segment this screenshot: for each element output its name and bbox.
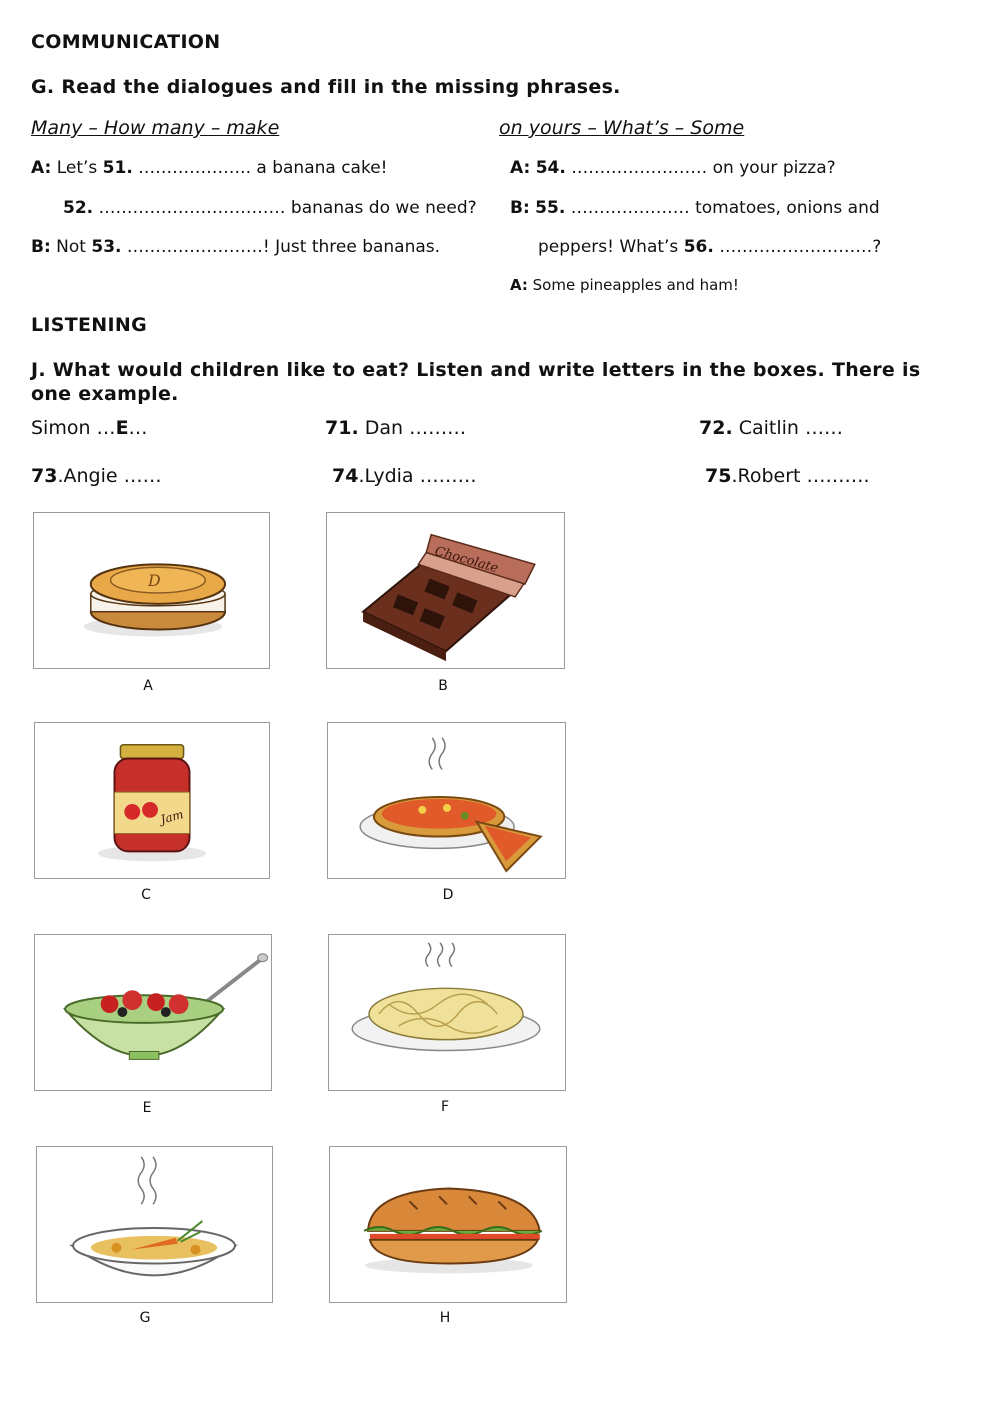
svg-text:D: D: [148, 571, 161, 591]
dialogue-left-line-2: [63, 198, 477, 218]
item-number: 72.: [699, 417, 733, 439]
example-item: [31, 417, 148, 439]
blank-text[interactable]: ……………………! Just three bananas.: [121, 237, 441, 257]
speaker: A:: [510, 158, 531, 178]
communication-instruction: G. Read the dialogues and fill in the missing phrases.: [31, 76, 621, 98]
picture-c: [34, 722, 270, 879]
answer-item-74[interactable]: [332, 465, 477, 487]
item-text: Caitlin ……: [732, 417, 843, 439]
blank-text[interactable]: …………………………… bananas do we need?: [93, 198, 477, 218]
picture-b: [326, 512, 565, 669]
speaker: B:: [510, 198, 530, 218]
caption-a: A: [143, 678, 153, 694]
dialogue-right-line-4: [510, 276, 739, 294]
line-text: Let’s: [56, 158, 103, 178]
answer-item-72[interactable]: [699, 417, 843, 439]
communication-heading: COMMUNICATION: [31, 31, 221, 53]
blank-text[interactable]: …………………… on your pizza?: [565, 158, 836, 178]
speaker: B:: [31, 237, 51, 257]
item-number: 71.: [325, 417, 359, 439]
caption-f: F: [440, 1099, 450, 1115]
soup-icon: [37, 1147, 272, 1302]
dialogue-right-line-1: [510, 158, 836, 178]
blank-text[interactable]: ………………………?: [713, 237, 882, 257]
picture-f: [328, 934, 566, 1091]
cookie-sandwich-icon: [34, 513, 269, 668]
listening-instruction-2: one example.: [31, 383, 179, 405]
caption-e: E: [142, 1100, 152, 1116]
example-name: Simon …: [31, 417, 116, 439]
example-letter: E: [115, 417, 129, 439]
answer-item-75[interactable]: [705, 465, 870, 487]
dialogue-left-line-3: [31, 237, 440, 257]
question-number: 54.: [535, 158, 566, 178]
picture-e: [34, 934, 272, 1091]
line-text: peppers! What’s: [538, 237, 684, 257]
picture-d: [327, 722, 566, 879]
spaghetti-icon: [329, 935, 565, 1090]
line-text: Some pineapples and ham!: [527, 276, 739, 294]
question-number: 53.: [91, 237, 122, 257]
question-number: 55.: [535, 198, 566, 218]
chocolate-bar-icon: [327, 513, 564, 668]
caption-h: H: [439, 1310, 451, 1326]
item-text: .Robert ……….: [731, 465, 870, 487]
blank-text[interactable]: ……………….. a banana cake!: [132, 158, 388, 178]
dialogue-left-line-1: [31, 158, 388, 178]
listening-instruction-1: J. What would children like to eat? Listen and write letters in the boxes. There is: [31, 359, 921, 381]
speaker: A:: [510, 276, 528, 294]
example-dots: …: [128, 417, 148, 439]
dialogue-right-line-2: [510, 198, 880, 218]
answer-item-71[interactable]: [325, 417, 466, 439]
chocolate-label: Chocolate: [433, 543, 500, 577]
item-text: Dan ………: [358, 417, 467, 439]
caption-d: D: [442, 887, 454, 903]
word-bank-left: Many – How many – make: [31, 117, 280, 139]
blank-text[interactable]: ………………… tomatoes, onions and: [565, 198, 880, 218]
item-number: 74: [332, 465, 359, 487]
speaker: A:: [31, 158, 52, 178]
item-number: 73: [31, 465, 58, 487]
jam-jar-icon: [35, 723, 269, 878]
picture-a: [33, 512, 270, 669]
salad-bowl-icon: [35, 935, 271, 1090]
listening-heading: LISTENING: [31, 314, 147, 336]
picture-g: [36, 1146, 273, 1303]
question-number: 56.: [683, 237, 714, 257]
sandwich-icon: [330, 1147, 566, 1302]
pizza-icon: [328, 723, 565, 878]
item-number: 75: [705, 465, 732, 487]
jam-label: Jam: [159, 807, 185, 827]
question-number: 52.: [63, 198, 94, 218]
item-text: .Angie ……: [57, 465, 162, 487]
dialogue-right-line-3: [538, 237, 881, 257]
caption-g: G: [139, 1310, 151, 1326]
line-text: Not: [56, 237, 92, 257]
question-number: 51.: [102, 158, 133, 178]
answer-item-73[interactable]: [31, 465, 162, 487]
caption-c: C: [141, 887, 151, 903]
picture-h: [329, 1146, 567, 1303]
word-bank-right: on yours – What’s – Some: [499, 117, 745, 139]
caption-b: B: [438, 678, 448, 694]
item-text: .Lydia ………: [358, 465, 477, 487]
